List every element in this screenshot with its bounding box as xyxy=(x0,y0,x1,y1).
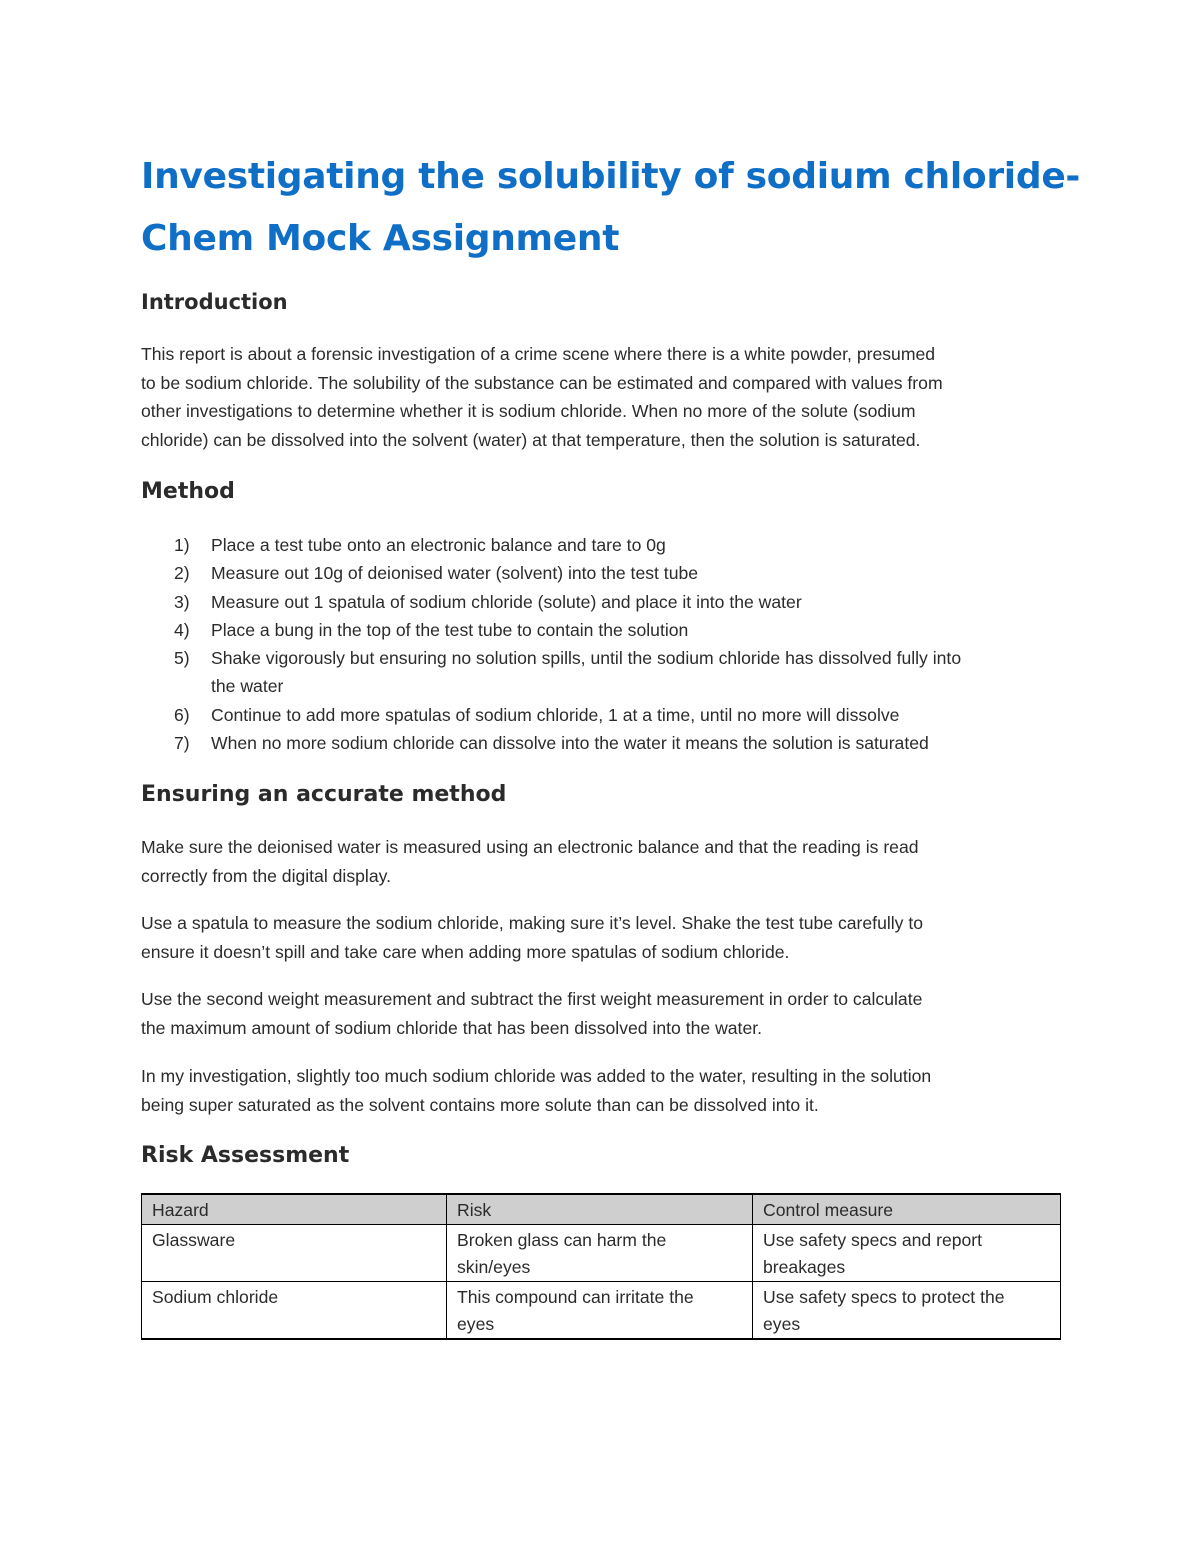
step-text: Place a bung in the top of the test tube to contain the solution xyxy=(211,619,689,640)
cell-line: eyes xyxy=(457,1314,495,1334)
step-number: 6) xyxy=(174,704,190,725)
title-line-1: Investigating the solubility of sodium chloride- xyxy=(141,156,1081,197)
step-text: the water xyxy=(211,676,284,697)
accuracy-paragraph xyxy=(141,833,1066,890)
table-cell xyxy=(447,1225,753,1282)
cell-line: Glassware xyxy=(152,1230,236,1250)
table-cell xyxy=(447,1282,753,1340)
step-number: 3) xyxy=(174,591,190,612)
table-cell xyxy=(142,1225,447,1282)
method-step xyxy=(141,616,1066,644)
table-row xyxy=(142,1282,1061,1340)
table-cell xyxy=(142,1282,447,1340)
cell-line: breakages xyxy=(763,1257,846,1277)
accuracy-line: Use a spatula to measure the sodium chloride, making sure it’s level. Shake the test tube carefully to xyxy=(141,913,924,933)
method-step xyxy=(141,644,1066,701)
column-header-control-measure: Control measure xyxy=(753,1194,1061,1225)
table-header-row xyxy=(142,1194,1061,1225)
cell-line: Sodium chloride xyxy=(152,1287,279,1307)
introduction-heading: Introduction xyxy=(141,290,288,314)
step-text: Place a test tube onto an electronic balance and tare to 0g xyxy=(211,535,666,555)
introduction-paragraph xyxy=(141,340,1066,454)
accuracy-line: Make sure the deionised water is measured using an electronic balance and that the reading is read xyxy=(141,837,919,857)
accuracy-line: the maximum amount of sodium chloride that has been dissolved into the water. xyxy=(141,1017,763,1038)
method-step xyxy=(141,559,1066,587)
step-text: Shake vigorously but ensuring no solution spills, until the sodium chloride has dissolved fully into xyxy=(211,648,962,669)
step-text: Measure out 10g of deionised water (solvent) into the test tube xyxy=(211,563,699,584)
cell-line: eyes xyxy=(763,1314,801,1334)
method-step xyxy=(141,729,1066,757)
accuracy-paragraph xyxy=(141,1062,1066,1119)
accuracy-paragraph xyxy=(141,985,1066,1042)
document-title xyxy=(141,146,1081,270)
method-step xyxy=(141,588,1066,616)
risk-heading: Risk Assessment xyxy=(141,1143,350,1168)
method-heading: Method xyxy=(141,479,235,504)
cell-line: Use safety specs to protect the xyxy=(763,1287,1005,1307)
accuracy-line: ensure it doesn’t spill and take care when adding more spatulas of sodium chloride. xyxy=(141,941,790,962)
column-header-hazard: Hazard xyxy=(142,1194,447,1225)
introduction-line: chloride) can be dissolved into the solvent (water) at that temperature, then the solution is saturated. xyxy=(141,429,921,450)
method-steps-list xyxy=(141,531,1066,757)
step-number: 1) xyxy=(174,535,190,555)
step-text: Continue to add more spatulas of sodium chloride, 1 at a time, until no more will dissolve xyxy=(211,704,900,725)
accuracy-line: being super saturated as the solvent contains more solute than can be dissolved into it. xyxy=(141,1094,819,1115)
introduction-line: This report is about a forensic investigation of a crime scene where there is a white powder, presumed xyxy=(141,344,936,364)
title-line-2: Chem Mock Assignment xyxy=(141,218,620,259)
cell-line: skin/eyes xyxy=(457,1257,531,1277)
table-row xyxy=(142,1225,1061,1282)
method-step xyxy=(141,531,1066,559)
table-cell xyxy=(753,1282,1061,1340)
step-number: 7) xyxy=(174,733,190,754)
introduction-line: to be sodium chloride. The solubility of the substance can be estimated and compared with values from xyxy=(141,372,943,393)
table-cell xyxy=(753,1225,1061,1282)
accuracy-line: correctly from the digital display. xyxy=(141,865,391,886)
accuracy-paragraph xyxy=(141,909,1066,966)
accuracy-heading: Ensuring an accurate method xyxy=(141,782,507,807)
column-header-risk: Risk xyxy=(447,1194,753,1225)
method-step xyxy=(141,701,1066,729)
step-text: Measure out 1 spatula of sodium chloride (solute) and place it into the water xyxy=(211,591,802,612)
introduction-line: other investigations to determine whether it is sodium chloride. When no more of the solute (sodium xyxy=(141,401,916,421)
cell-line: This compound can irritate the xyxy=(457,1287,694,1307)
cell-line: Broken glass can harm the xyxy=(457,1230,667,1250)
cell-line: Use safety specs and report xyxy=(763,1230,983,1250)
step-number: 4) xyxy=(174,619,190,640)
step-number: 5) xyxy=(174,648,190,669)
accuracy-line: Use the second weight measurement and subtract the first weight measurement in order to calculate xyxy=(141,989,923,1009)
step-text: When no more sodium chloride can dissolve into the water it means the solution is saturated xyxy=(211,733,929,754)
step-number: 2) xyxy=(174,563,190,584)
risk-assessment-table xyxy=(141,1193,1061,1340)
accuracy-line: In my investigation, slightly too much sodium chloride was added to the water, resulting in the solution xyxy=(141,1066,932,1086)
